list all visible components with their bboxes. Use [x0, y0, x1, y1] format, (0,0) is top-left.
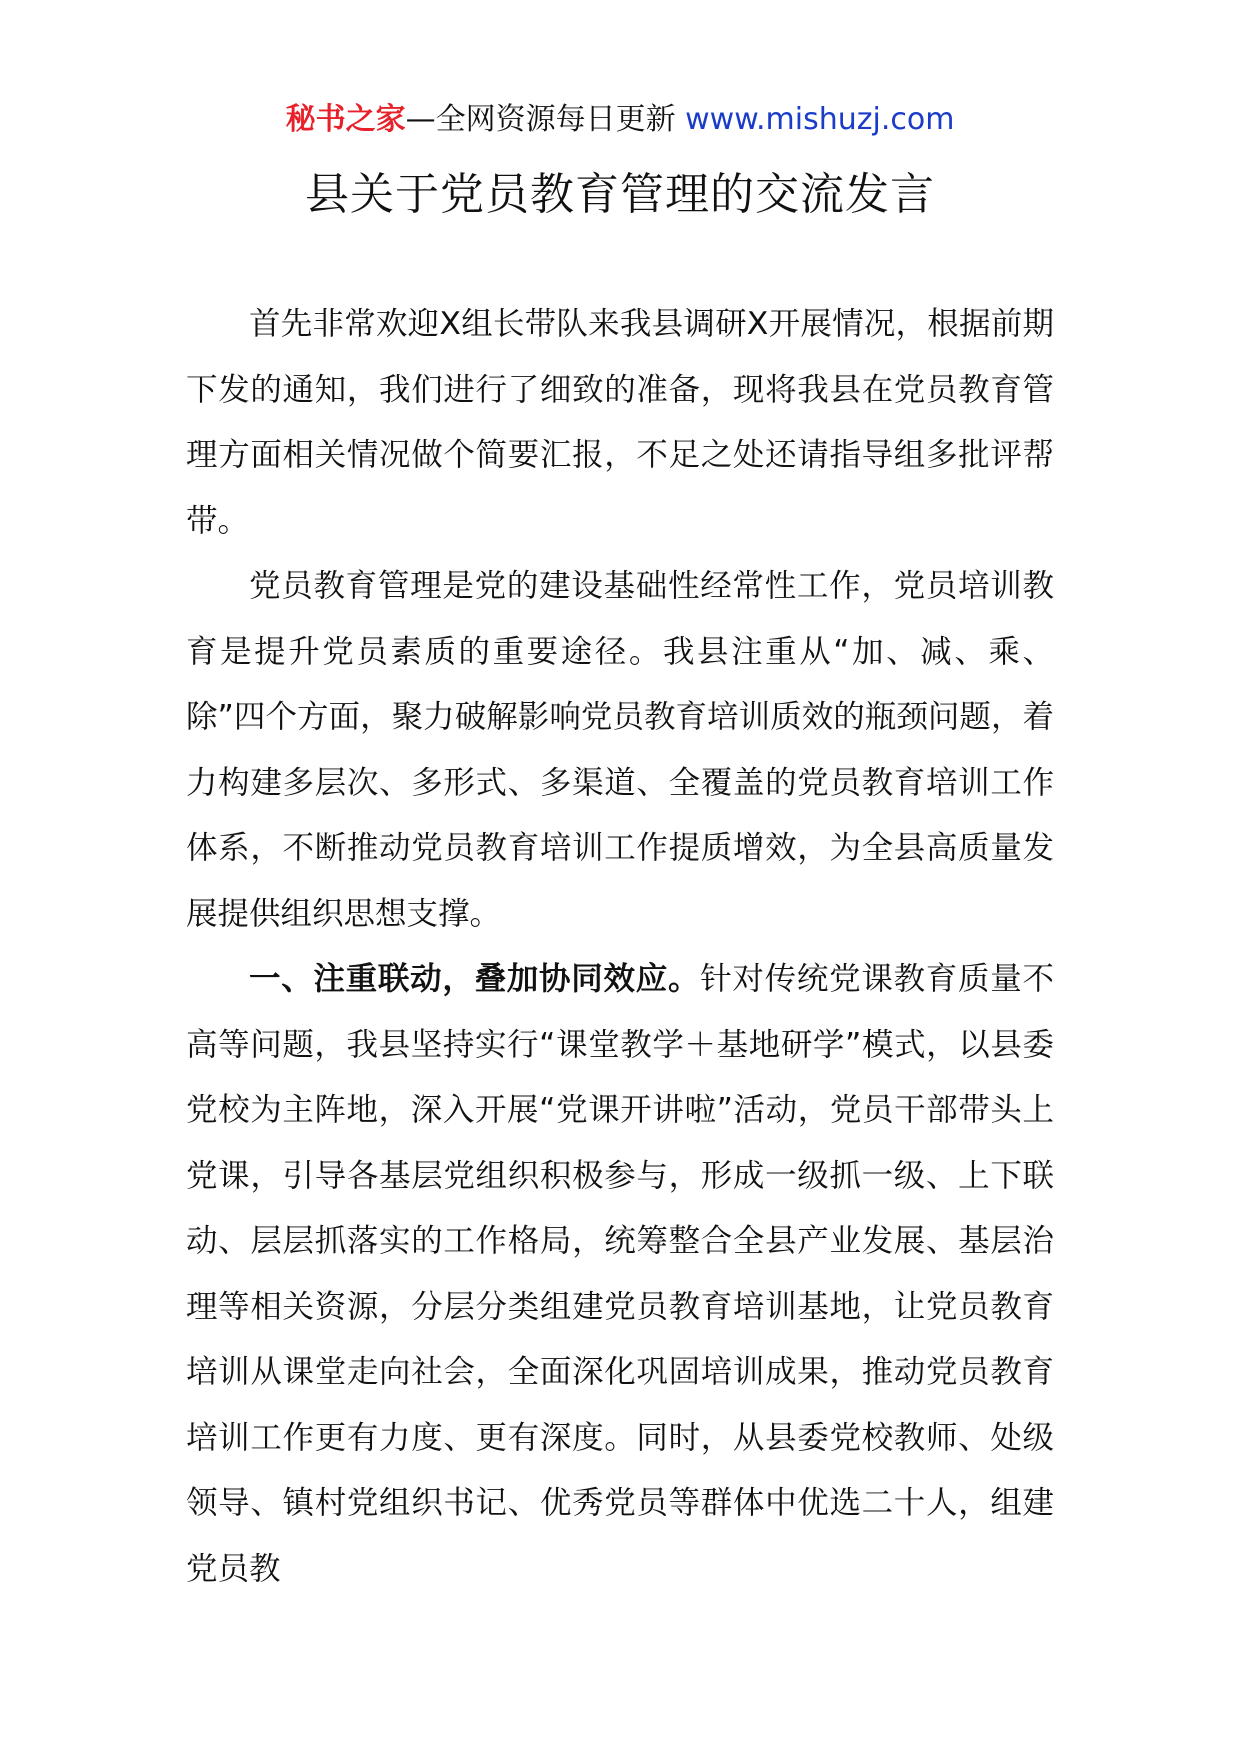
paragraph-overview: 党员教育管理是党的建设基础性经常性工作，党员培训教育是提升党员素质的重要途径。我县注重从“加、减、乘、除”四个方面，聚力破解影响党员教育培训质效的瓶颈问题，着力构建多层次、多形式、多渠道、全覆盖的党员教育培训工作体系，不断推动党员教育培训工作提质增效，为全县高质量发展提供组织思想支撑。: [186, 568, 1054, 932]
paragraph-section-1: [186, 947, 1054, 1602]
document-body: [186, 292, 1054, 1602]
section-1-heading: 一、注重联动，叠加协同效应。: [249, 961, 701, 997]
header-slogan: —全网资源每日更新: [405, 102, 676, 137]
paragraph-intro: 首先非常欢迎X组长带队来我县调研X开展情况，根据前期下发的通知，我们进行了细致的准备，现将我县在党员教育管理方面相关情况做个简要汇报，不足之处还请指导组多批评帮带。: [186, 306, 1054, 539]
watermark-header: [0, 98, 1240, 142]
brand-name: 秘书之家: [285, 102, 406, 137]
section-1-text: 针对传统党课教育质量不高等问题，我县坚持实行“课堂教学＋基地研学”模式，以县委党校为主阵地，深入开展“党课开讲啦”活动，党员干部带头上党课，引导各基层党组织积极参与，形成一级抓一级、上下联动、层层抓落实的工作格局，统筹整合全县产业发展、基层治理等相关资源，分层分类组建党员教育培训基地，让党员教育培训从课堂走向社会，全面深化巩固培训成果，推动党员教育培训工作更有力度、更有深度。同时，从县委党校教师、处级领导、镇村党组织书记、优秀党员等群体中优选二十人，组建党员教: [186, 961, 1054, 1587]
document-title: 县关于党员教育管理的交流发言: [305, 169, 935, 220]
website-link[interactable]: www.mishuzj.com: [685, 102, 955, 137]
